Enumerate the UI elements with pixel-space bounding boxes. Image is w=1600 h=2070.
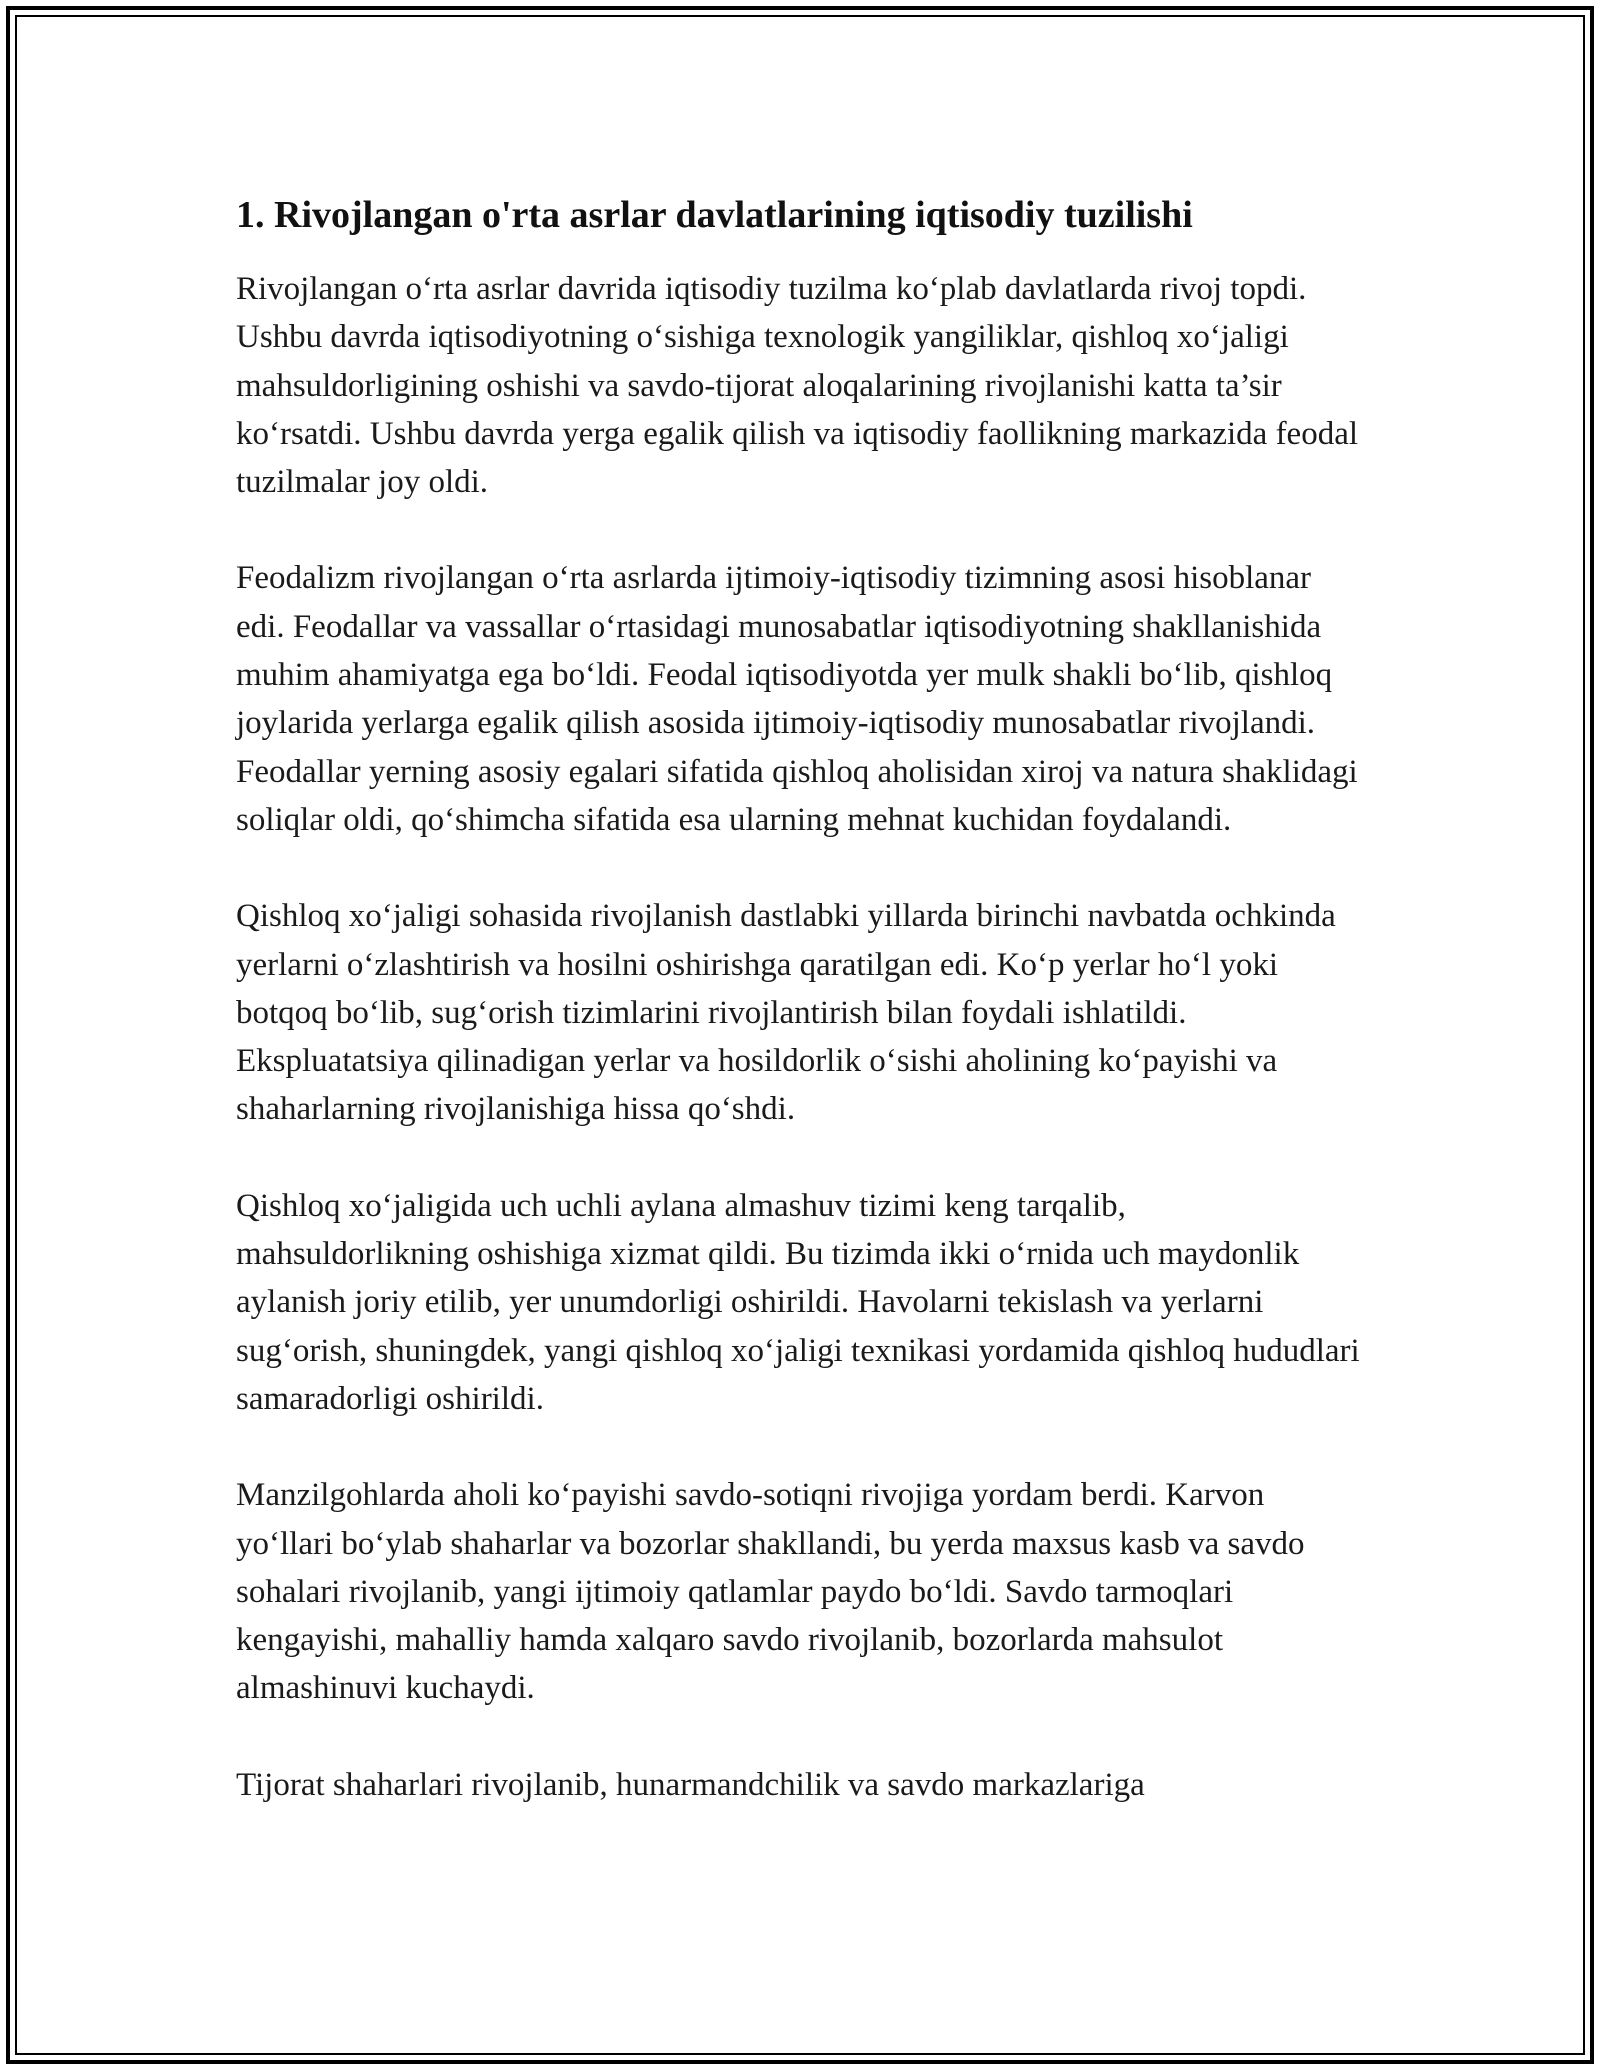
paragraph: Qishloq xo‘jaligi sohasida rivojlanish dastlabki yillarda birinchi navbatda ochkinda yerlarni o‘zlashtirish va hosilni oshirishga qaratilgan edi. Ko‘p yerlar ho‘l yoki botqoq bo‘lib, sug‘orish tizimlarini rivojlantirish bilan foydali ishlatildi. Ekspluatatsiya qilinadigan yerlar va hosildorlik o‘sishi aholining ko‘payishi va shaharlarning rivojlanishiga hissa qo‘shdi. [236, 898, 1336, 1128]
document-title: 1. Rivojlangan o'rta asrlar davlatlarining iqtisodiy tuzilishi [236, 194, 1193, 236]
paragraph: Manzilgohlarda aholi ko‘payishi savdo-sotiqni rivojiga yordam berdi. Karvon yo‘llari bo‘ylab shaharlar va bozorlar shakllandi, bu yerda maxsus kasb va savdo sohalari rivojlanib, yangi ijtimoiy qatlamlar paydo bo‘ldi. Savdo tarmoqlari kengayishi, mahalliy hamda xalqaro savdo rivojlanib, bozorlarda mahsulot almashinuvi kuchaydi. [236, 1477, 1305, 1707]
paragraph: Qishloq xo‘jaligida uch uchli aylana almashuv tizimi keng tarqalib, mahsuldorlikning oshishiga xizmat qildi. Bu tizimda ikki o‘rnida uch maydonlik aylanish joriy etilib, yer unumdorligi oshirildi. Havolarni tekislash va yerlarni sug‘orish, shuningdek, yangi qishloq xo‘jaligi texnikasi yordamida qishloq hududlari samaradorligi oshirildi. [236, 1187, 1360, 1417]
paragraph: Feodalizm rivojlangan o‘rta asrlarda ijtimoiy-iqtisodiy tizimning asosi hisoblanar edi. Feodallar va vassallar o‘rtasidagi munosabatlar iqtisodiyotning shakllanishida muhim ahamiyatga ega bo‘ldi. Feodal iqtisodiyotda yer mulk shakli bo‘lib, qishloq joylarida yerlarga egalik qilish asosida ijtimoiy-iqtisodiy munosabatlar rivojlandi. Feodallar yerning asosiy egalari sifatida qishloq aholisidan xiroj va natura shaklidagi soliqlar oldi, qo‘shimcha sifatida esa ularning mehnat kuchidan foydalandi. [236, 560, 1358, 838]
document-body [236, 186, 1366, 1857]
paragraph: Rivojlangan o‘rta asrlar davrida iqtisodiy tuzilma ko‘plab davlatlarda rivoj topdi. Ushbu davrda iqtisodiyotning o‘sishiga texnologik yangiliklar, qishloq xo‘jaligi mahsuldorligining oshishi va savdo-tijorat aloqalarining rivojlanishi katta ta’sir ko‘rsatdi. Ushbu davrda yerga egalik qilish va iqtisodiy faollikning markazida feodal tuzilmalar joy oldi. [236, 271, 1359, 501]
paragraph: Tijorat shaharlari rivojlanib, hunarmandchilik va savdo markazlariga [236, 1766, 1145, 1803]
